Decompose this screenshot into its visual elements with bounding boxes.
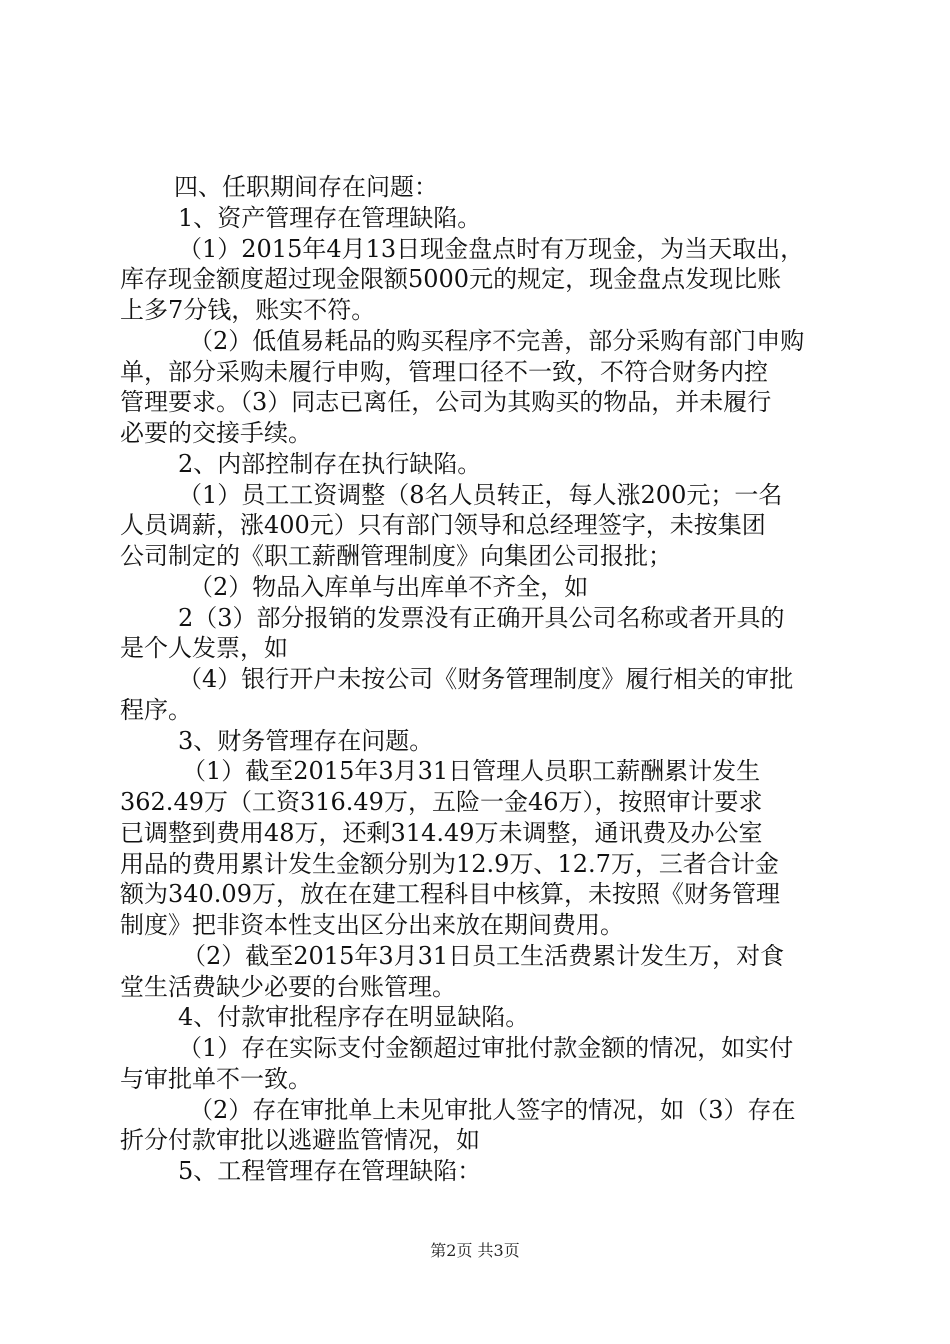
page-footer — [0, 1240, 950, 1262]
paragraph-line: 2（3）部分报销的发票没有正确开具公司名称或者开具的 — [178, 604, 785, 632]
paragraph-line: 362.49万（工资316.49万，五险一金46万），按照审计要求 — [120, 788, 763, 816]
paragraph-line: （2）低值易耗品的购买程序不完善，部分采购有部门申购 — [189, 327, 805, 355]
paragraph-line: （1）2015年4月13日现金盘点时有万现金，为当天取出， — [178, 235, 805, 263]
subsection-heading-5: 5、工程管理存在管理缺陷： — [178, 1157, 482, 1185]
subsection-heading-3: 3、财务管理存在问题。 — [178, 727, 434, 755]
paragraph-line: 制度》把非资本性支出区分出来放在期间费用。 — [120, 911, 624, 939]
paragraph-line: 与审批单不一致。 — [120, 1065, 312, 1093]
paragraph-line: 必要的交接手续。 — [120, 419, 312, 447]
subsection-heading-1: 1、资产管理存在管理缺陷。 — [178, 204, 482, 232]
paragraph-line: （1）存在实际支付金额超过审批付款金额的情况，如实付 — [178, 1034, 794, 1062]
paragraph-line: （2）物品入库单与出库单不齐全，如 — [189, 573, 589, 601]
paragraph-line: （4）银行开户未按公司《财务管理制度》履行相关的审批 — [178, 665, 794, 693]
paragraph-line: 库存现金额度超过现金限额5000元的规定，现金盘点发现比账 — [120, 265, 782, 293]
section-heading-4: 四、任职期间存在问题： — [174, 173, 438, 201]
paragraph-line: 用品的费用累计发生金额分别为12.9万、12.7万，三者合计金 — [120, 850, 779, 878]
paragraph-line: 堂生活费缺少必要的台账管理。 — [120, 973, 456, 1001]
paragraph-line: 已调整到费用48万，还剩314.49万未调整，通讯费及办公室 — [120, 819, 763, 847]
paragraph-line: （2）存在审批单上未见审批人签字的情况，如（3）存在 — [189, 1096, 796, 1124]
paragraph-line: 上多7分钱，账实不符。 — [120, 296, 376, 324]
paragraph-line: （2）截至2015年3月31日员工生活费累计发生万，对食 — [182, 942, 785, 970]
subsection-heading-2: 2、内部控制存在执行缺陷。 — [178, 450, 482, 478]
page-indicator: 第2页 共3页 — [430, 1241, 520, 1260]
paragraph-line: 人员调薪，涨400元）只有部门领导和总经理签字，未按集团 — [120, 511, 766, 539]
paragraph-line: 是个人发票，如 — [120, 634, 288, 662]
paragraph-line: 程序。 — [120, 696, 192, 724]
paragraph-line: 单，部分采购未履行申购，管理口径不一致，不符合财务内控 — [120, 358, 768, 386]
subsection-heading-4: 4、付款审批程序存在明显缺陷。 — [178, 1003, 530, 1031]
paragraph-line: 公司制定的《职工薪酬管理制度》向集团公司报批； — [120, 542, 672, 570]
paragraph-line: （1）截至2015年3月31日管理人员职工薪酬累计发生 — [182, 757, 761, 785]
paragraph-line: 折分付款审批以逃避监管情况，如 — [120, 1126, 480, 1154]
paragraph-line: （1）员工工资调整（8名人员转正，每人涨200元；一名 — [178, 481, 783, 509]
paragraph-line: 管理要求。（3）同志已离任，公司为其购买的物品，并未履行 — [120, 388, 772, 416]
paragraph-line: 额为340.09万，放在在建工程科目中核算，未按照《财务管理 — [120, 880, 780, 908]
